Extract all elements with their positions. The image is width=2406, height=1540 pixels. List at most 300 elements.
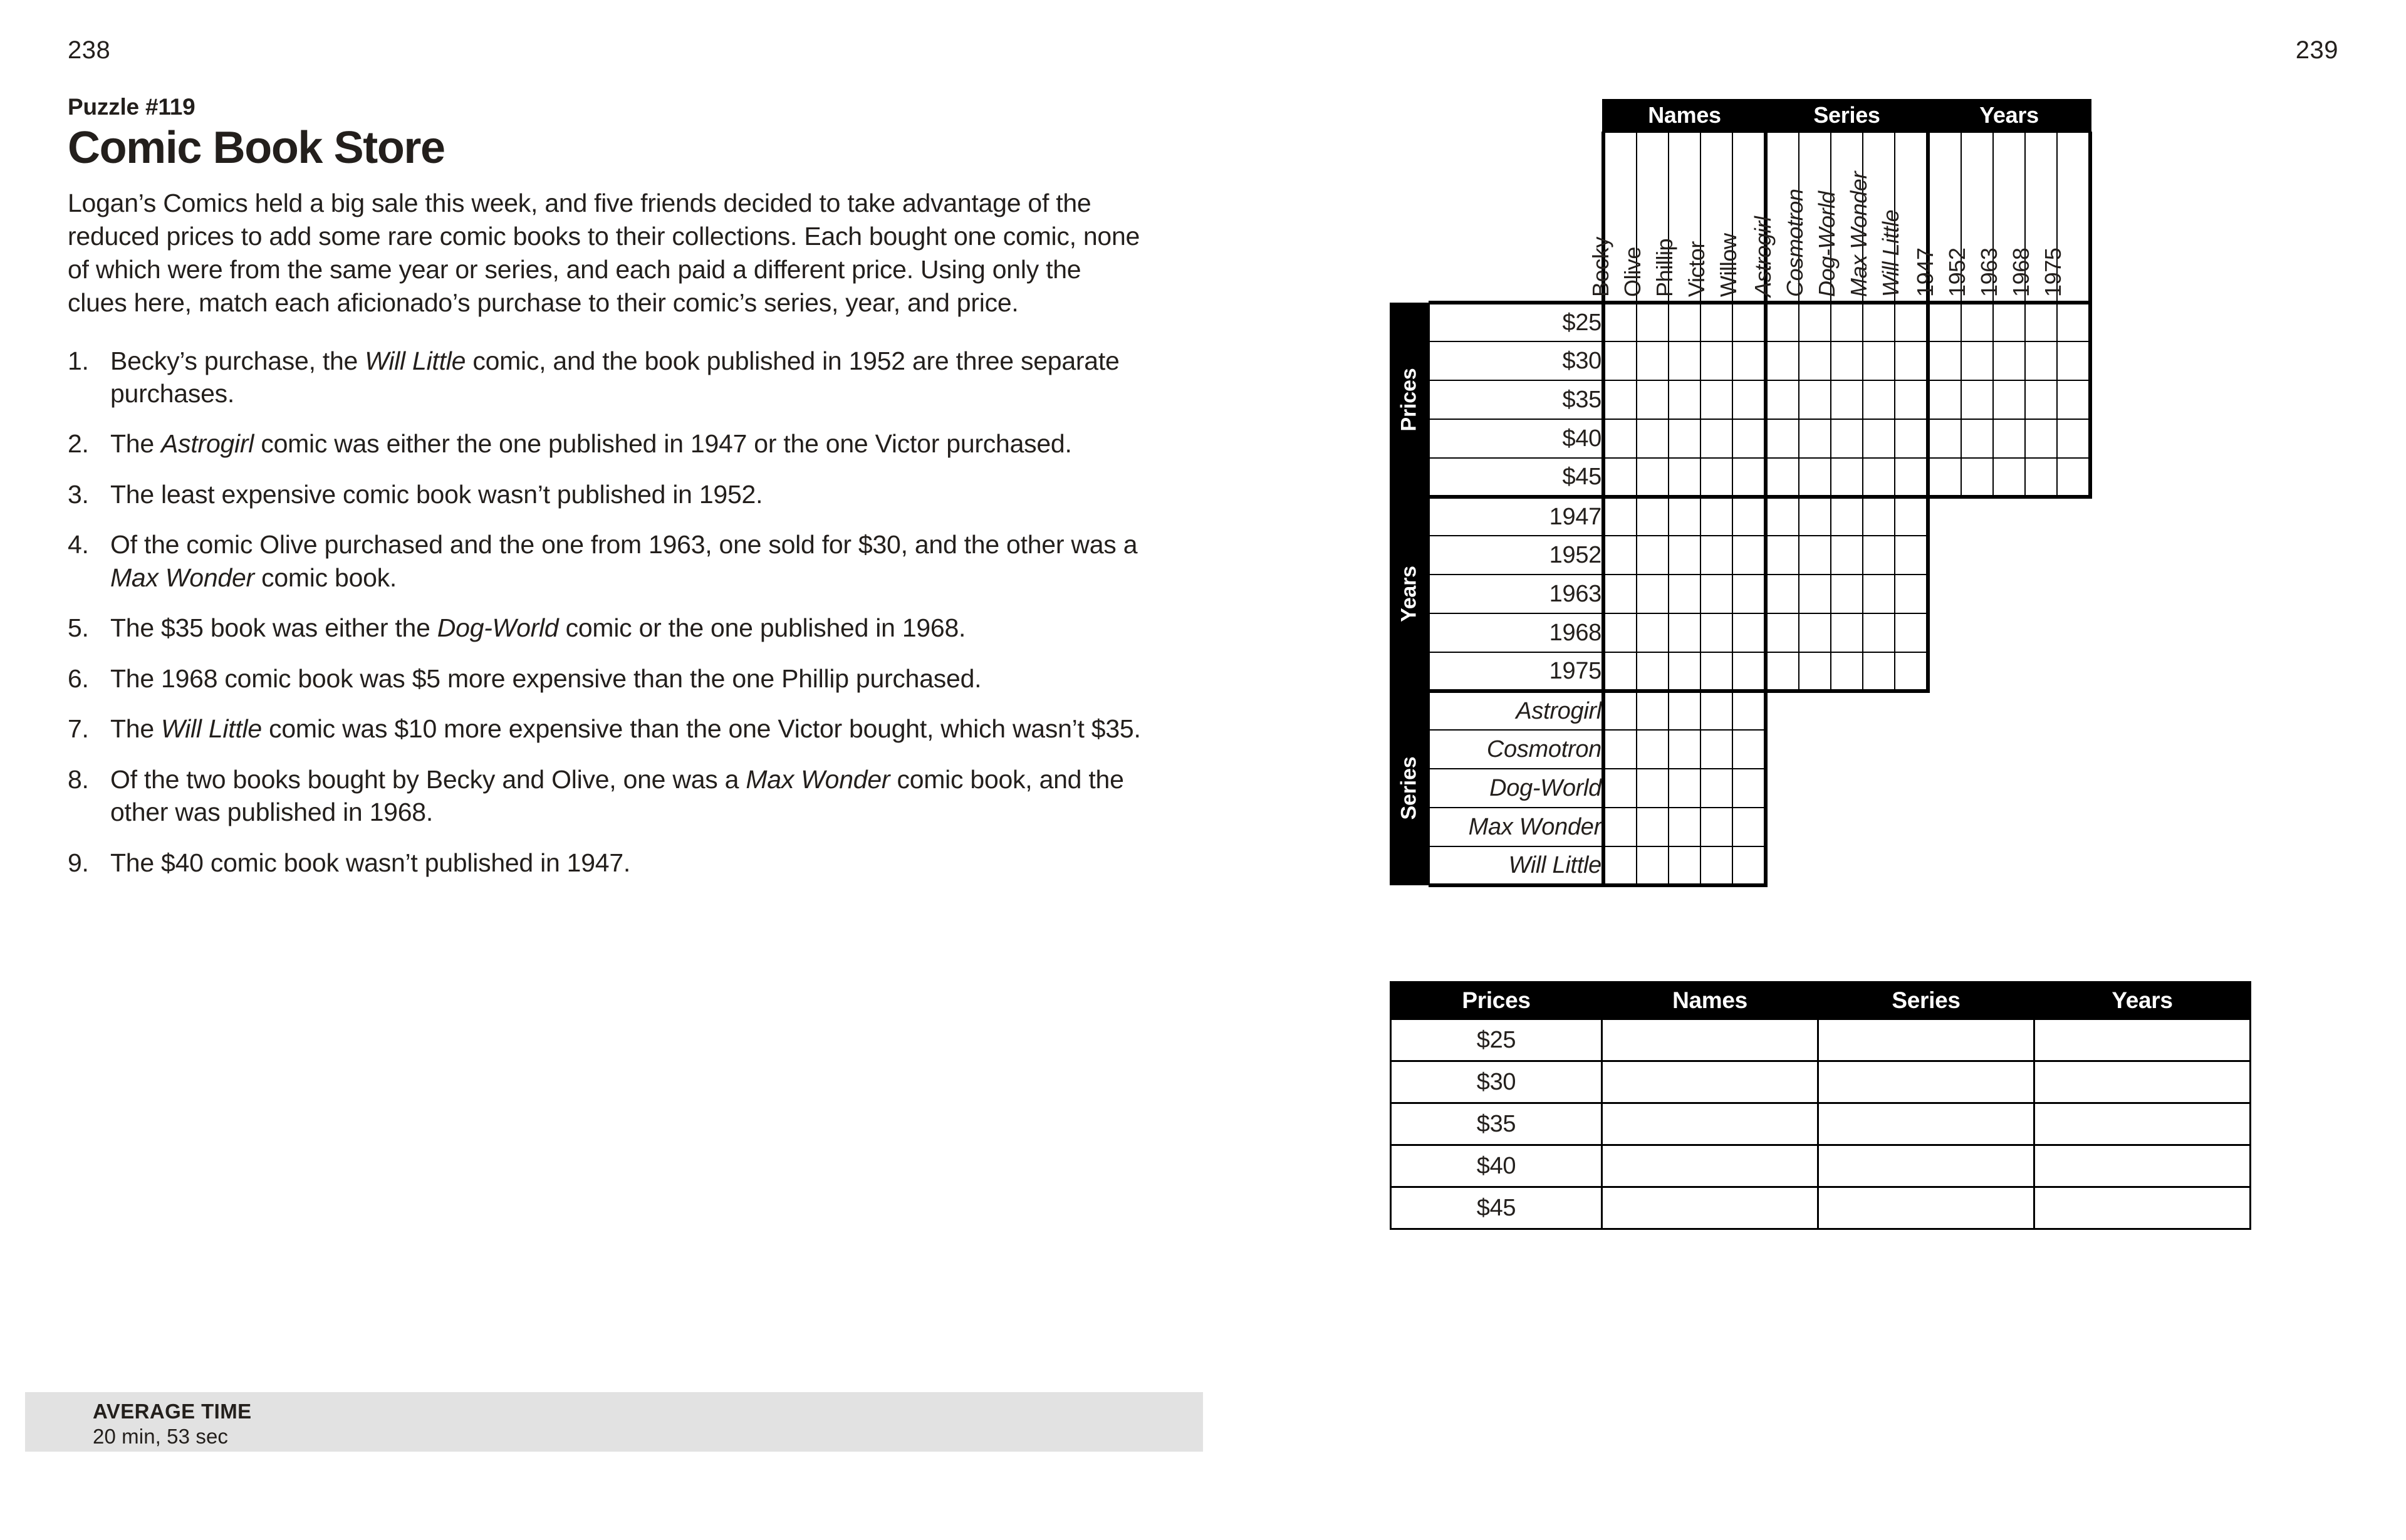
grid-cell[interactable] (2025, 458, 2057, 497)
answer-table-header-row (1391, 982, 2251, 1019)
grid-blank-area (1961, 652, 1993, 691)
answer-table-row (1391, 1061, 2251, 1103)
grid-cell[interactable] (1669, 303, 1700, 341)
grid-col-header-label: Olive (1619, 246, 1645, 297)
clue-series-title: Max Wonder (110, 563, 254, 592)
grid-blank-area (1766, 846, 1799, 885)
grid-cell[interactable] (1732, 419, 1766, 458)
grid-cell[interactable] (1637, 536, 1669, 575)
grid-cell[interactable] (1831, 613, 1863, 652)
grid-blank-area (1961, 769, 1993, 808)
clue-series-title: Astrogirl (161, 429, 254, 459)
grid-cell[interactable] (1863, 536, 1895, 575)
grid-blank-area (1993, 846, 2025, 885)
grid-blank-area (2025, 769, 2057, 808)
grid-row-label: Dog-World (1429, 769, 1603, 808)
grid-cell[interactable] (1603, 497, 1637, 536)
grid-cell[interactable] (1732, 652, 1766, 691)
clue-text-run: comic book, and the other was published in 1968. (110, 764, 1124, 827)
grid-cell[interactable] (1603, 380, 1637, 419)
grid-cell[interactable] (1669, 769, 1700, 808)
grid-blank-area (1766, 730, 1799, 769)
answer-cell-name[interactable] (1602, 1187, 1818, 1229)
grid-cell[interactable] (1895, 652, 1928, 691)
grid-cell[interactable] (1863, 652, 1895, 691)
grid-cell[interactable] (1799, 303, 1831, 341)
grid-row-label: 1968 (1429, 613, 1603, 652)
grid-cell[interactable] (1637, 652, 1669, 691)
grid-cell[interactable] (1669, 497, 1700, 536)
page-title: Comic Book Store (68, 123, 445, 173)
grid-cell[interactable] (2057, 341, 2090, 380)
grid-cell[interactable] (1863, 341, 1895, 380)
grid-blank-area (1993, 808, 2025, 846)
grid-cell[interactable] (1993, 303, 2025, 341)
grid-cell[interactable] (1669, 419, 1700, 458)
grid-cell[interactable] (1993, 458, 2025, 497)
grid-blank-area (1961, 497, 1993, 536)
grid-cell[interactable] (1732, 613, 1766, 652)
grid-cell[interactable] (2057, 419, 2090, 458)
clue-text-run: comic book. (254, 563, 397, 592)
grid-cell[interactable] (1700, 613, 1732, 652)
grid-cell[interactable] (1669, 730, 1700, 769)
clue-series-title: Will Little (365, 346, 466, 375)
answer-cell-year[interactable] (2034, 1103, 2251, 1145)
answer-cell-price: $45 (1391, 1187, 1602, 1229)
answer-cell-name[interactable] (1602, 1061, 1818, 1103)
grid-blank-area (1895, 808, 1928, 846)
grid-cell[interactable] (1700, 536, 1732, 575)
grid-cell[interactable] (1831, 341, 1863, 380)
clue-item (68, 611, 1145, 644)
grid-blank-area (2057, 575, 2090, 613)
grid-cell[interactable] (1863, 458, 1895, 497)
clue-text-run: comic or the one published in 1968. (558, 613, 966, 643)
grid-blank-area (1928, 652, 1961, 691)
grid-blank-area (2025, 846, 2057, 885)
grid-cell[interactable] (1766, 575, 1799, 613)
grid-cell[interactable] (1961, 419, 1993, 458)
clue-number: 6. (68, 663, 89, 693)
grid-cell[interactable] (1732, 380, 1766, 419)
answer-cell-series[interactable] (1818, 1145, 2034, 1187)
clue-text-run: comic, and the book published in 1952 are three separate purchases. (110, 346, 1120, 408)
grid-cell[interactable] (2025, 419, 2057, 458)
grid-cell[interactable] (1766, 536, 1799, 575)
grid-cell[interactable] (2025, 303, 2057, 341)
grid-cell[interactable] (1895, 536, 1928, 575)
grid-cell[interactable] (1928, 303, 1961, 341)
answer-table[interactable] (1390, 981, 2251, 1230)
grid-blank-area (1766, 691, 1799, 730)
grid-blank-area (1928, 846, 1961, 885)
grid-blank-area (1928, 575, 1961, 613)
grid-cell[interactable] (1863, 380, 1895, 419)
grid-blank-area (1895, 730, 1928, 769)
grid-cell[interactable] (1732, 730, 1766, 769)
grid-cell[interactable] (1799, 652, 1831, 691)
clue-text-run: The $40 comic book wasn’t published in 1947. (110, 848, 631, 877)
answer-cell-series[interactable] (1818, 1187, 2034, 1229)
grid-cell[interactable] (2025, 341, 2057, 380)
grid-blank-area (1993, 652, 2025, 691)
grid-col-header (2039, 132, 2090, 303)
grid-cell[interactable] (1637, 497, 1669, 536)
answer-cell-series[interactable] (1818, 1061, 2034, 1103)
grid-blank-area (2057, 808, 2090, 846)
grid-blank-area (1863, 769, 1895, 808)
grid-cell[interactable] (1603, 303, 1637, 341)
grid-blank-area (1799, 808, 1831, 846)
grid-cell[interactable] (1700, 769, 1732, 808)
answer-cell-name[interactable] (1602, 1103, 1818, 1145)
grid-corner-spacer (1429, 132, 1603, 303)
grid-cell[interactable] (1700, 652, 1732, 691)
grid-cell[interactable] (1669, 575, 1700, 613)
answer-header-years: Years (2034, 982, 2251, 1019)
grid-blank-area (1831, 730, 1863, 769)
grid-blank-area (2057, 652, 2090, 691)
grid-blank-area (1993, 497, 2025, 536)
grid-cell[interactable] (1831, 497, 1863, 536)
grid-cell[interactable] (1732, 458, 1766, 497)
grid-cell[interactable] (1895, 419, 1928, 458)
clue-text (110, 714, 1141, 743)
grid-cell[interactable] (1928, 341, 1961, 380)
grid-blank-area (1863, 691, 1895, 730)
answer-table-row (1391, 1145, 2251, 1187)
grid-cell[interactable] (1603, 691, 1637, 730)
grid-cell[interactable] (1637, 380, 1669, 419)
answer-cell-name[interactable] (1602, 1019, 1818, 1061)
logic-grid[interactable] (1390, 99, 2092, 887)
grid-cell[interactable] (1928, 380, 1961, 419)
average-time-value: 20 min, 53 sec (93, 1424, 229, 1448)
grid-cell[interactable] (1637, 613, 1669, 652)
grid-column-group-years: Years (1928, 99, 2090, 132)
grid-cell[interactable] (1928, 458, 1961, 497)
clue-number: 4. (68, 530, 89, 559)
grid-cell[interactable] (1669, 536, 1700, 575)
clue-item (68, 763, 1145, 829)
grid-cell[interactable] (1732, 497, 1766, 536)
average-time-bar (25, 1392, 1203, 1452)
grid-cell[interactable] (1766, 341, 1799, 380)
grid-blank-area (1766, 808, 1799, 846)
grid-cell[interactable] (1637, 341, 1669, 380)
answer-cell-price: $25 (1391, 1019, 1602, 1061)
grid-cell[interactable] (1993, 419, 2025, 458)
clue-number: 8. (68, 764, 89, 794)
grid-column-label-row (1390, 132, 2090, 303)
grid-cell[interactable] (1895, 303, 1928, 341)
grid-cell[interactable] (1637, 730, 1669, 769)
grid-row-label: Will Little (1429, 846, 1603, 885)
grid-cell[interactable] (1766, 652, 1799, 691)
grid-blank-area (2057, 613, 2090, 652)
grid-cell[interactable] (1961, 380, 1993, 419)
grid-row (1390, 575, 2090, 613)
clue-text-run: The least expensive comic book wasn’t published in 1952. (110, 479, 763, 509)
grid-cell[interactable] (1895, 575, 1928, 613)
grid-cell[interactable] (1895, 613, 1928, 652)
grid-cell[interactable] (1637, 303, 1669, 341)
grid-cell[interactable] (2057, 458, 2090, 497)
grid-cell[interactable] (1637, 846, 1669, 885)
grid-col-header-label: 1975 (2039, 247, 2066, 297)
grid-blank-area (2057, 730, 2090, 769)
grid-cell[interactable] (1700, 730, 1732, 769)
grid-blank-area (2025, 808, 2057, 846)
answer-header-series: Series (1818, 982, 2034, 1019)
grid-row-label: $40 (1429, 419, 1603, 458)
grid-row (1390, 613, 2090, 652)
grid-cell[interactable] (1700, 458, 1732, 497)
clue-number: 9. (68, 848, 89, 877)
clue-text (110, 429, 1072, 458)
grid-col-header-label: Victor (1683, 241, 1709, 297)
clue-text-run: The $35 book was either the (110, 613, 437, 643)
clue-item (68, 478, 1145, 511)
grid-cell[interactable] (1799, 458, 1831, 497)
answer-cell-year[interactable] (2034, 1145, 2251, 1187)
grid-cell[interactable] (1637, 575, 1669, 613)
grid-cell[interactable] (1961, 341, 1993, 380)
grid-cell[interactable] (1637, 808, 1669, 846)
grid-row (1390, 380, 2090, 419)
grid-blank-area (1863, 808, 1895, 846)
grid-cell[interactable] (1700, 691, 1732, 730)
grid-cell[interactable] (1637, 691, 1669, 730)
clue-text-run: The 1968 comic book was $5 more expensive than the one Phillip purchased. (110, 663, 982, 693)
grid-cell[interactable] (1766, 458, 1799, 497)
grid-cell[interactable] (1637, 419, 1669, 458)
clue-item (68, 528, 1145, 594)
grid-cell[interactable] (1766, 380, 1799, 419)
grid-cell[interactable] (1961, 458, 1993, 497)
grid-cell[interactable] (2057, 380, 2090, 419)
grid-cell[interactable] (1799, 536, 1831, 575)
grid-cell[interactable] (1895, 341, 1928, 380)
grid-cell[interactable] (1993, 341, 2025, 380)
grid-cell[interactable] (1766, 613, 1799, 652)
grid-cell[interactable] (1732, 303, 1766, 341)
grid-row (1390, 536, 2090, 575)
clue-series-title: Will Little (161, 714, 262, 744)
grid-blank-area (2057, 691, 2090, 730)
grid-blank-area (1863, 846, 1895, 885)
clue-item (68, 345, 1145, 410)
grid-blank-area (2025, 536, 2057, 575)
clue-number: 5. (68, 613, 89, 643)
grid-blank-area (2025, 730, 2057, 769)
grid-column-group-names: Names (1603, 99, 1766, 132)
grid-row-label: Cosmotron (1429, 730, 1603, 769)
grid-cell[interactable] (1732, 536, 1766, 575)
clue-series-title: Dog-World (437, 613, 559, 643)
grid-blank-area (2025, 497, 2057, 536)
grid-cell[interactable] (1700, 380, 1732, 419)
grid-cell[interactable] (1603, 341, 1637, 380)
clue-text-run: comic was $10 more expensive than the one Victor bought, which wasn’t $35. (261, 714, 1141, 744)
grid-cell[interactable] (1799, 497, 1831, 536)
grid-cell[interactable] (1603, 652, 1637, 691)
average-time-label: AVERAGE TIME (93, 1400, 252, 1423)
answer-cell-series[interactable] (1818, 1019, 2034, 1061)
grid-cell[interactable] (1732, 808, 1766, 846)
clue-list (68, 345, 1145, 880)
grid-row (1390, 769, 2090, 808)
grid-row (1390, 303, 2090, 341)
clue-text-run: Of the two books bought by Becky and Olive, one was a (110, 764, 746, 794)
clue-text (110, 346, 1120, 408)
grid-row-group-label: Years (1397, 566, 1421, 622)
grid-blank-area (1799, 769, 1831, 808)
grid-cell[interactable] (1863, 613, 1895, 652)
grid-cell[interactable] (1993, 380, 2025, 419)
answer-cell-name[interactable] (1602, 1145, 1818, 1187)
answer-cell-price: $35 (1391, 1103, 1602, 1145)
grid-cell[interactable] (1732, 769, 1766, 808)
grid-row (1390, 730, 2090, 769)
grid-cell[interactable] (1603, 769, 1637, 808)
grid-cell[interactable] (1637, 458, 1669, 497)
grid-cell[interactable] (1603, 613, 1637, 652)
grid-cell[interactable] (1637, 769, 1669, 808)
answer-cell-year[interactable] (2034, 1061, 2251, 1103)
grid-cell[interactable] (1766, 497, 1799, 536)
grid-cell[interactable] (1895, 458, 1928, 497)
grid-row-label: 1975 (1429, 652, 1603, 691)
grid-cell[interactable] (1700, 808, 1732, 846)
grid-blank-area (1993, 769, 2025, 808)
grid-cell[interactable] (1669, 846, 1700, 885)
grid-row-label: $45 (1429, 458, 1603, 497)
grid-row (1390, 691, 2090, 730)
grid-row-group-prices (1390, 303, 1429, 497)
grid-cell[interactable] (1700, 575, 1732, 613)
grid-blank-area (1928, 536, 1961, 575)
clue-text (110, 530, 1137, 591)
grid-row-group-series (1390, 691, 1429, 885)
puzzle-intro: Logan’s Comics held a big sale this week, and five friends decided to take advantage of the reduced prices to add some rare comic books to their collections. Each bought one comic, none of which were from the same year or series, and each paid a different price. Using only the clues here, match each aficionado’s purchase to their comic’s series, year, and price. (68, 189, 1140, 317)
grid-cell[interactable] (1732, 341, 1766, 380)
clue-item (68, 662, 1145, 695)
grid-cell[interactable] (1669, 613, 1700, 652)
grid-cell[interactable] (1895, 380, 1928, 419)
grid-cell[interactable] (1799, 575, 1831, 613)
grid-cell[interactable] (1669, 341, 1700, 380)
grid-cell[interactable] (1799, 341, 1831, 380)
grid-blank-area (1928, 497, 1961, 536)
grid-cell[interactable] (1831, 380, 1863, 419)
grid-cell[interactable] (1669, 380, 1700, 419)
grid-cell[interactable] (1603, 419, 1637, 458)
grid-cell[interactable] (1603, 846, 1637, 885)
grid-cell[interactable] (1603, 575, 1637, 613)
grid-cell[interactable] (1831, 303, 1863, 341)
grid-col-header-label: Cosmotron (1781, 189, 1808, 297)
grid-cell[interactable] (1928, 419, 1961, 458)
grid-cell[interactable] (2057, 303, 2090, 341)
clue-text-run: The (110, 714, 162, 744)
grid-cell[interactable] (1799, 419, 1831, 458)
answer-cell-year[interactable] (2034, 1019, 2251, 1061)
grid-row-group-label: Prices (1397, 368, 1421, 432)
grid-row-label: Max Wonder (1429, 808, 1603, 846)
answer-cell-price: $40 (1391, 1145, 1602, 1187)
answer-cell-price: $30 (1391, 1061, 1602, 1103)
grid-cell[interactable] (1603, 730, 1637, 769)
grid-cell[interactable] (1669, 652, 1700, 691)
grid-cell[interactable] (1863, 575, 1895, 613)
grid-cell[interactable] (1700, 497, 1732, 536)
answer-cell-series[interactable] (1818, 1103, 2034, 1145)
grid-cell[interactable] (1700, 341, 1732, 380)
grid-cell[interactable] (1831, 419, 1863, 458)
grid-blank-area (2057, 769, 2090, 808)
grid-cell[interactable] (2025, 380, 2057, 419)
grid-cell[interactable] (1700, 419, 1732, 458)
grid-cell[interactable] (1863, 303, 1895, 341)
grid-cell[interactable] (1799, 613, 1831, 652)
grid-cell[interactable] (1700, 846, 1732, 885)
grid-cell[interactable] (1700, 303, 1732, 341)
grid-cell[interactable] (1732, 691, 1766, 730)
grid-cell[interactable] (1895, 497, 1928, 536)
grid-cell[interactable] (1669, 458, 1700, 497)
grid-blank-area (1961, 846, 1993, 885)
grid-cell[interactable] (1603, 536, 1637, 575)
grid-cell[interactable] (1961, 303, 1993, 341)
grid-row-group-label: Series (1397, 756, 1421, 820)
clue-text (110, 848, 630, 877)
grid-blank-area (1928, 769, 1961, 808)
puzzle-number: Puzzle #119 (68, 94, 195, 120)
grid-row (1390, 419, 2090, 458)
grid-cell[interactable] (1831, 536, 1863, 575)
grid-cell[interactable] (1603, 458, 1637, 497)
grid-cell[interactable] (1603, 808, 1637, 846)
grid-cell[interactable] (1669, 808, 1700, 846)
clue-text (110, 765, 1124, 826)
answer-cell-year[interactable] (2034, 1187, 2251, 1229)
grid-blank-area (1928, 613, 1961, 652)
grid-cell[interactable] (1766, 419, 1799, 458)
grid-row (1390, 458, 2090, 497)
grid-row-label: 1947 (1429, 497, 1603, 536)
grid-cell[interactable] (1831, 458, 1863, 497)
grid-blank-area (2025, 613, 2057, 652)
grid-cell[interactable] (1732, 575, 1766, 613)
grid-cell[interactable] (1863, 419, 1895, 458)
grid-blank-area (1766, 769, 1799, 808)
grid-cell[interactable] (1799, 380, 1831, 419)
grid-cell[interactable] (1831, 652, 1863, 691)
grid-row-label: 1952 (1429, 536, 1603, 575)
grid-cell[interactable] (1669, 691, 1700, 730)
grid-cell[interactable] (1732, 846, 1766, 885)
clue-item (68, 712, 1145, 745)
grid-cell[interactable] (1831, 575, 1863, 613)
grid-cell[interactable] (1863, 497, 1895, 536)
clue-text (110, 664, 981, 693)
grid-cell[interactable] (1766, 303, 1799, 341)
grid-blank-area (1928, 808, 1961, 846)
grid-blank-area (2025, 691, 2057, 730)
grid-row-label: $25 (1429, 303, 1603, 341)
